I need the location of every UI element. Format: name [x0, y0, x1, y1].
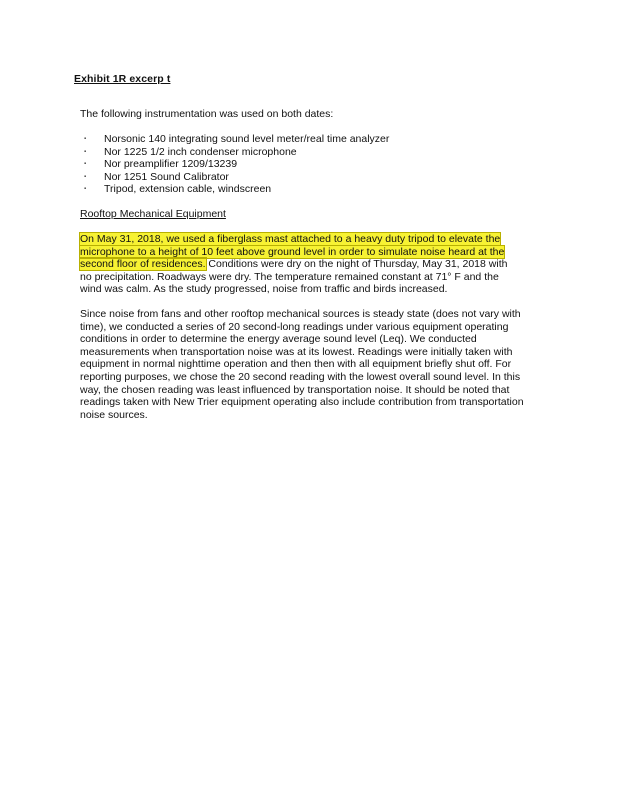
paragraph-text: Conditions were dry on the night of Thursday, May 31, 2018 with [205, 258, 508, 271]
bullet-icon: ▪ [84, 173, 87, 180]
paragraph-line: noise sources. [80, 408, 148, 421]
highlighted-text: second floor of residences. [80, 258, 206, 271]
paragraph-line: wind was calm. As the study progressed, noise from traffic and birds increased. [80, 283, 448, 296]
equipment-item-text: Nor preamplifier 1209/13239 [104, 158, 238, 170]
paragraph-line: equipment in normal nighttime operation and then then with all equipment briefly shut off. For [80, 358, 512, 371]
equipment-item-text: Nor 1251 Sound Calibrator [104, 170, 229, 183]
paragraph-line: conditions in order to determine the energy average sound level (Leq). We conducted [80, 333, 477, 346]
paragraph-line: way, the chosen reading was least influenced by transportation noise. It should be noted that [80, 383, 510, 396]
bullet-icon: ▪ [84, 136, 87, 142]
paragraph-line: time), we conducted a series of 20 second-long readings under various equipment operating [80, 320, 509, 333]
section-heading: Rooftop Mechanical Equipment [80, 208, 226, 220]
exhibit-title: Exhibit 1R excerp t [74, 73, 171, 85]
paragraph-line [80, 233, 560, 246]
paragraph-line: reporting purposes, we chose the 20 second reading with the lowest overall sound level. In this [80, 370, 521, 383]
bullet-icon: ▪ [84, 161, 87, 167]
paragraph-line: measurements when transportation noise was at its lowest. Readings were initially taken with [80, 345, 513, 358]
paragraph-line: Since noise from fans and other rooftop mechanical sources is steady state (does not vary with [80, 308, 521, 320]
intro-text: The following instrumentation was used on both dates: [80, 108, 334, 120]
paragraph-line: readings taken with New Trier equipment operating also include contribution from transportation [80, 396, 524, 409]
paragraph-line: no precipitation. Roadways were dry. The temperature remained constant at 71° F and the [80, 270, 499, 283]
paragraph-methodology [80, 308, 560, 421]
paragraph-line [80, 246, 560, 259]
paragraph-line [80, 258, 560, 271]
equipment-item-text: Norsonic 140 integrating sound level meter/real time analyzer [104, 133, 390, 145]
highlighted-text: microphone to a height of 10 feet above ground level in order to simulate noise heard at the [80, 245, 505, 258]
paragraph-conditions [80, 233, 560, 296]
equipment-item-text: Nor 1225 1/2 inch condenser microphone [104, 145, 297, 158]
highlighted-text: On May 31, 2018, we used a fiberglass mast attached to a heavy duty tripod to elevate the [80, 233, 501, 245]
bullet-icon: ▪ [84, 186, 87, 192]
equipment-item-text: Tripod, extension cable, windscreen [104, 183, 272, 195]
bullet-icon: ▪ [84, 148, 87, 155]
